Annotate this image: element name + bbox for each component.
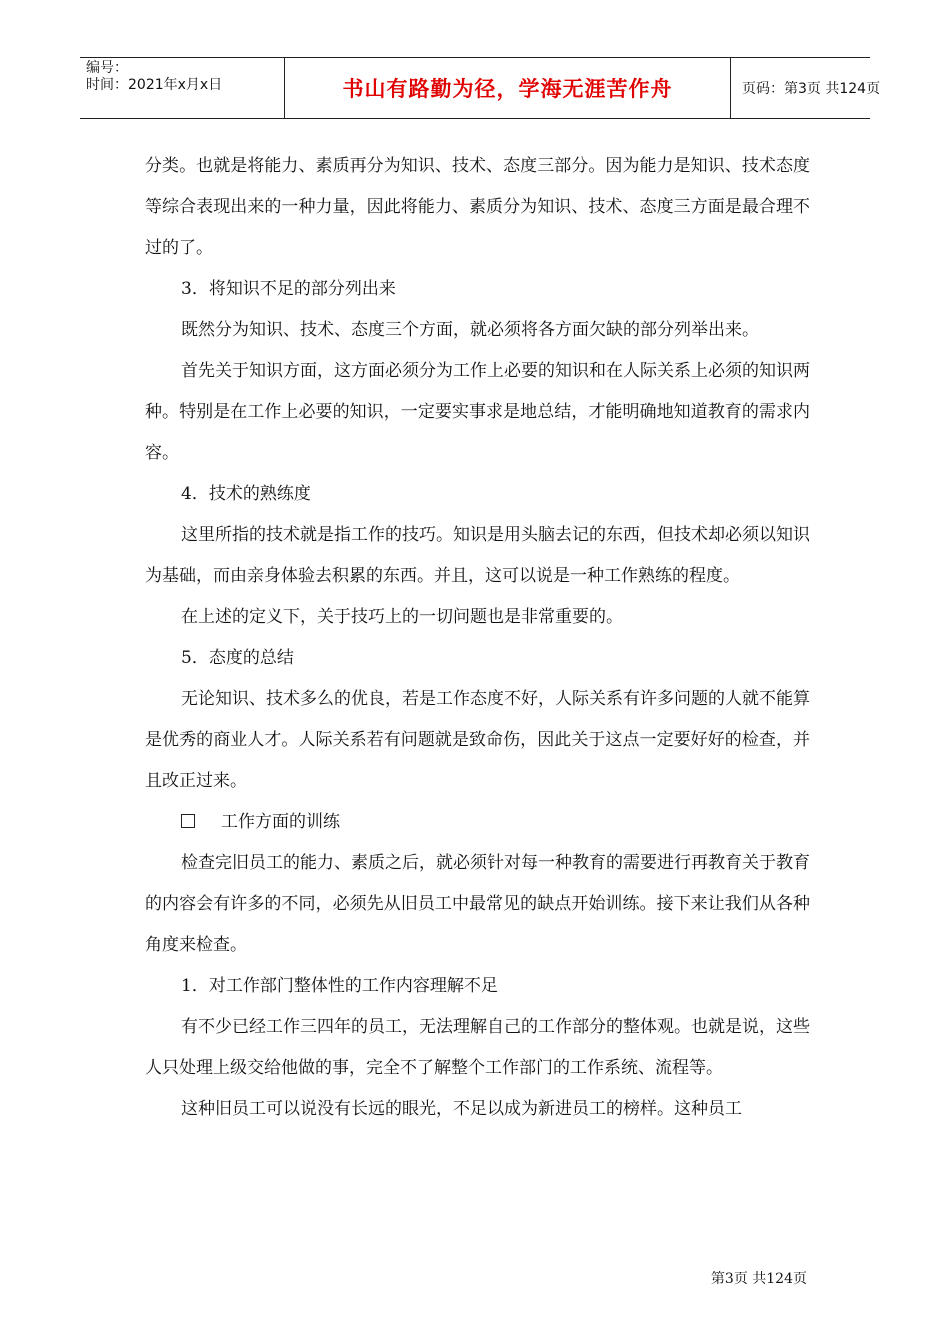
paragraph: 在上述的定义下，关于技巧上的一切问题也是非常重要的。 [181,607,623,627]
page-footer: 第3页 共124页 [710,1271,807,1287]
paragraph: 这里所指的技术就是指工作的技巧。知识是用头脑去记的东西，但技术却必须以知识为基础，而由亲身体验去积累的东西。并且，这可以说是一种工作熟练的程度。 [145,525,810,586]
document-body [145,146,810,1130]
header-page-number: 页码：第3页 共124页 [742,81,881,97]
checkbox-heading [145,802,810,843]
document-number-label: 编号： [86,60,128,76]
header-divider [730,58,731,118]
header-motto: 书山有路勤为径，学海无涯苦作舟 [342,76,673,101]
paragraph: 既然分为知识、技术、态度三个方面，就必须将各方面欠缺的部分列举出来。 [181,320,759,340]
paragraph: 检查完旧员工的能力、素质之后，就必须针对每一种教育的需要进行再教育关于教育的内容会有许多的不同，必须先从旧员工中最常见的缺点开始训练。接下来让我们从各种角度来检查。 [145,853,810,955]
page-header [80,57,881,119]
header-meta [86,60,284,116]
section-heading: 3．将知识不足的部分列出来 [181,279,396,299]
paragraph: 首先关于知识方面，这方面必须分为工作上必要的知识和在人际关系上必须的知识两种。特别是在工作上必要的知识，一定要实事求是地总结，才能明确地知道教育的需求内容。 [145,361,810,463]
section-heading: 1．对工作部门整体性的工作内容理解不足 [181,976,498,996]
document-date-label: 时间：2021年x月x日 [86,77,223,93]
paragraph: 有不少已经工作三四年的员工，无法理解自己的工作部分的整体观。也就是说，这些人只处理上级交给他做的事，完全不了解整个工作部门的工作系统、流程等。 [145,1017,810,1078]
paragraph: 分类。也就是将能力、素质再分为知识、技术、态度三部分。因为能力是知识、技术态度等综合表现出来的一种力量，因此将能力、素质分为知识、技术、态度三方面是最合理不过的了。 [145,156,810,258]
paragraph: 无论知识、技术多么的优良，若是工作态度不好，人际关系有许多问题的人就不能算是优秀的商业人才。人际关系若有问题就是致命伤，因此关于这点一定要好好的检查，并且改正过来。 [145,689,810,791]
checkbox-heading-label: 工作方面的训练 [221,812,340,832]
section-heading: 4．技术的熟练度 [181,484,311,504]
paragraph: 这种旧员工可以说没有长远的眼光，不足以成为新进员工的榜样。这种员工 [181,1099,742,1119]
checkbox-icon [181,814,195,828]
section-heading: 5．态度的总结 [181,648,294,668]
